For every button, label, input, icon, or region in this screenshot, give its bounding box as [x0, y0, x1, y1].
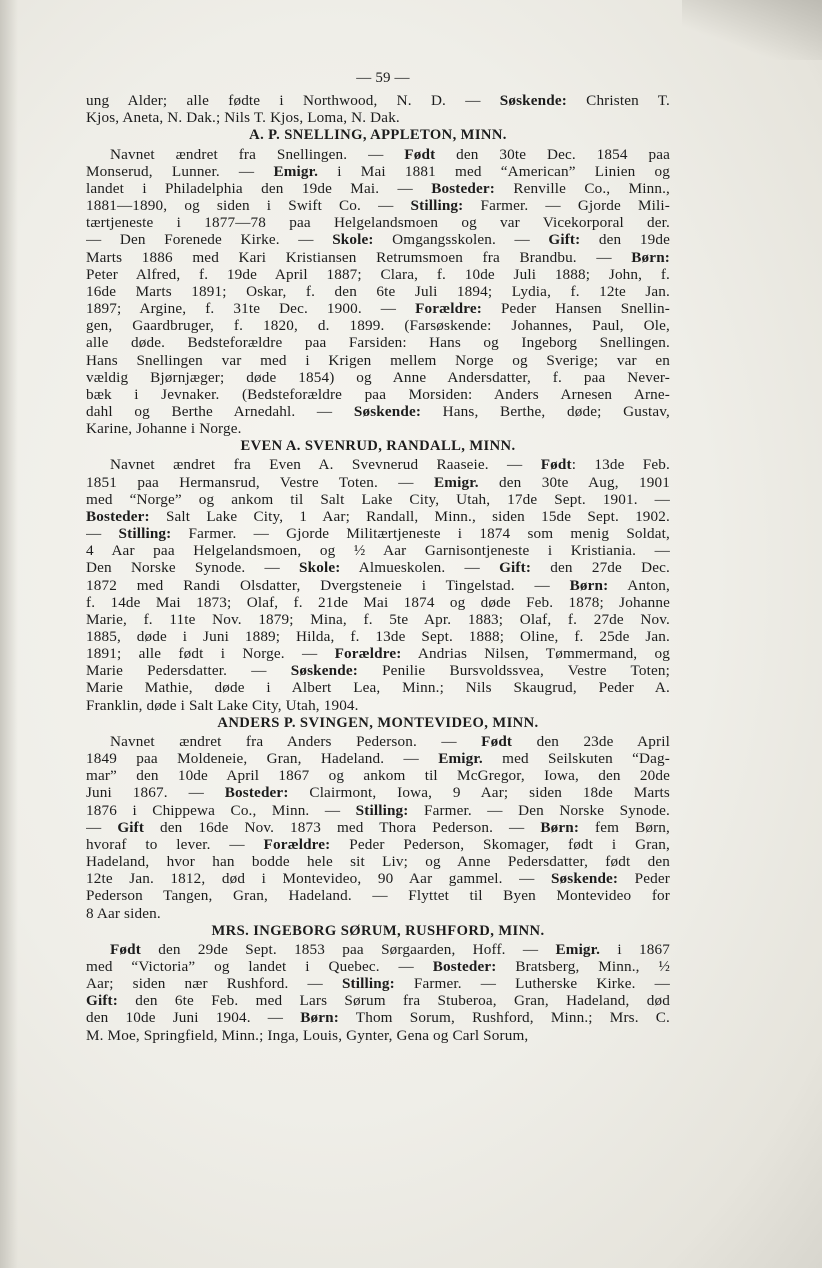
text-line: vældig Bjørnjæger; døde 1854) og Anne Andersdatter, f. paa Never- — [86, 368, 670, 386]
entry-heading: EVEN A. SVENRUD, RANDALL, MINN. — [240, 438, 516, 455]
text-line: 8 Aar siden. — [86, 904, 161, 922]
text-line: med “Victoria” og landet i Quebec. — Bosteder: Bratsberg, Minn., ½ — [86, 957, 670, 975]
binding-shadow — [0, 0, 18, 1268]
text-line: Bosteder: Salt Lake City, 1 Aar; Randall, Minn., siden 15de Sept. 1902. — [86, 507, 670, 525]
text-line: 1872 med Randi Olsdatter, Dvergsteneie i Tingelstad. — Børn: Anton, — [86, 576, 670, 594]
text-line: Franklin, døde i Salt Lake City, Utah, 1904. — [86, 696, 359, 714]
text-line: Marie Pedersdatter. — Søskende: Penilie Bursvoldssvea, Vestre Toten; — [86, 662, 670, 680]
text-line: Navnet ændret fra Snellingen. — Født den 30te Dec. 1854 paa — [110, 145, 670, 163]
text-line: Marts 1886 med Kari Kristiansen Retrumsmoen fra Brandbu. — Børn: — [86, 248, 670, 266]
biography-entry — [86, 715, 670, 922]
text-line: tærtjeneste i 1877—78 paa Helgelandsmoen og var Vicekorporal der. — [86, 214, 670, 232]
page-number: — 59 — — [356, 70, 410, 86]
text-line: Født den 29de Sept. 1853 paa Sørgaarden, Hoff. — Emigr. i 1867 — [110, 940, 670, 958]
text-line: 1885, døde i Juni 1889; Hilda, f. 13de Sept. 1888; Oline, f. 25de Jan. — [86, 628, 670, 645]
text-line: — Den Forenede Kirke. — Skole: Omgangsskolen. — Gift: den 19de — [86, 231, 670, 249]
text-line: gen, Gaardbruger, f. 1820, d. 1899. (Farsøskende: Johannes, Paul, Ole, — [86, 317, 670, 335]
text-line: landet i Philadelphia den 19de Mai. — Bosteder: Renville Co., Minn., — [86, 179, 670, 197]
text-line: alle døde. Bedsteforældre paa Farsiden: Hans og Ingeborg Snellingen. — [86, 334, 670, 352]
text-line: Den Norske Synode. — Skole: Almueskolen. — Gift: den 27de Dec. — [86, 559, 670, 577]
text-line: Juni 1867. — Bosteder: Clairmont, Iowa, 9 Aar; siden 18de Marts — [86, 784, 670, 802]
entry-heading: MRS. INGEBORG SØRUM, RUSHFORD, MINN. — [211, 922, 545, 939]
text-line: 1849 paa Moldeneie, Gran, Hadeland. — Emigr. med Seilskuten “Dag- — [86, 750, 670, 768]
intro-paragraph — [86, 92, 670, 126]
text-line: Peter Alfred, f. 19de April 1887; Clara, f. 10de Juli 1888; John, f. — [86, 265, 670, 283]
biography-entry — [86, 438, 670, 714]
text-line: Gift: den 6te Feb. med Lars Sørum fra Stuberoa, Gran, Hadeland, død — [86, 992, 670, 1010]
text-line: Pederson Tangen, Gran, Hadeland. — Flyttet til Byen Montevideo for — [86, 887, 670, 905]
text-line: Monserud, Lunner. — Emigr. i Mai 1881 med “American” Linien og — [86, 162, 670, 180]
text-line: 1897; Argine, f. 31te Dec. 1900. — Forældre: Peder Hansen Snellin- — [86, 300, 670, 318]
text-line: ung Alder; alle fødte i Northwood, N. D. — Søskende: Christen T. — [86, 92, 670, 110]
text-line: 1881—1890, og siden i Swift Co. — Stilling: Farmer. — Gjorde Mili- — [86, 197, 670, 215]
biography-entry — [86, 923, 670, 1044]
entry-heading: A. P. SNELLING, APPLETON, MINN. — [249, 127, 507, 144]
text-line: 1851 paa Hermansrud, Vestre Toten. — Emigr. den 30te Aug, 1901 — [86, 473, 670, 491]
text-line: 4 Aar paa Helgelandsmoen, og ½ Aar Garnisontjeneste i Kristiania. — — [86, 542, 670, 560]
text-line: dahl og Berthe Arnedahl. — Søskende: Hans, Berthe, døde; Gustav, — [86, 402, 670, 420]
text-line: M. Moe, Springfield, Minn.; Inga, Louis, Gynter, Gena og Carl Sorum, — [86, 1026, 529, 1044]
text-line: Marie, f. 11te Nov. 1879; Mina, f. 5te Apr. 1883; Olaf, f. 27de Nov. — [86, 610, 670, 628]
page-text — [86, 70, 670, 1044]
text-line: Hans Snellingen var med i Krigen mellem Norge og Sverige; var en — [86, 351, 670, 369]
text-line: mar” den 10de April 1867 og ankom til McGregor, Iowa, den 20de — [86, 767, 670, 785]
text-line: — Gift den 16de Nov. 1873 med Thora Pederson. — Børn: fem Børn, — [86, 818, 670, 836]
text-line: Hadeland, hvor han bodde hele sit Liv; og Anne Pedersdatter, født den — [86, 853, 670, 871]
text-line: Marie Mathie, døde i Albert Lea, Minn.; Nils Skaugrud, Peder A. — [86, 679, 670, 697]
text-line: Karine, Johanne i Norge. — [86, 420, 242, 438]
text-line: f. 14de Mai 1873; Olaf, f. 21de Mai 1874 og døde Feb. 1878; Johanne — [86, 593, 670, 611]
biography-entry — [86, 127, 670, 437]
text-line: — Stilling: Farmer. — Gjorde Militærtjeneste i 1874 som menig Soldat, — [86, 525, 670, 543]
text-line: den 10de Juni 1904. — Børn: Thom Sorum, Rushford, Minn.; Mrs. C. — [86, 1009, 670, 1027]
text-line: 12te Jan. 1812, død i Montevideo, 90 Aar gammel. — Søskende: Peder — [86, 870, 670, 888]
text-line: hvoraf to lever. — Forældre: Peder Pederson, Skomager, født i Gran, — [86, 835, 670, 853]
text-line: 16de Marts 1891; Oskar, f. den 6te Juli 1894; Lydia, f. 12te Jan. — [86, 282, 670, 300]
text-line: Navnet ændret fra Anders Pederson. — Født den 23de April — [110, 732, 670, 750]
text-line: 1876 i Chippewa Co., Minn. — Stilling: Farmer. — Den Norske Synode. — [86, 801, 670, 819]
entry-heading: ANDERS P. SVINGEN, MONTEVIDEO, MINN. — [217, 714, 539, 731]
text-line: med “Norge” og ankom til Salt Lake City, Utah, 17de Sept. 1901. — — [86, 490, 670, 508]
text-line: Aar; siden nær Rushford. — Stilling: Farmer. — Lutherske Kirke. — — [86, 975, 670, 993]
text-line: bæk i Jevnaker. (Bedsteforældre paa Morsiden: Anders Arnesen Arne- — [86, 385, 670, 403]
text-line: Kjos, Aneta, N. Dak.; Nils T. Kjos, Loma, N. Dak. — [86, 109, 400, 127]
text-line: Navnet ændret fra Even A. Svevnerud Raaseie. — Født: 13de Feb. — [110, 456, 670, 474]
page-corner-shade — [682, 0, 822, 60]
entries-list — [86, 127, 670, 1043]
text-line: 1891; alle født i Norge. — Forældre: Andrias Nilsen, Tømmermand, og — [86, 645, 670, 663]
